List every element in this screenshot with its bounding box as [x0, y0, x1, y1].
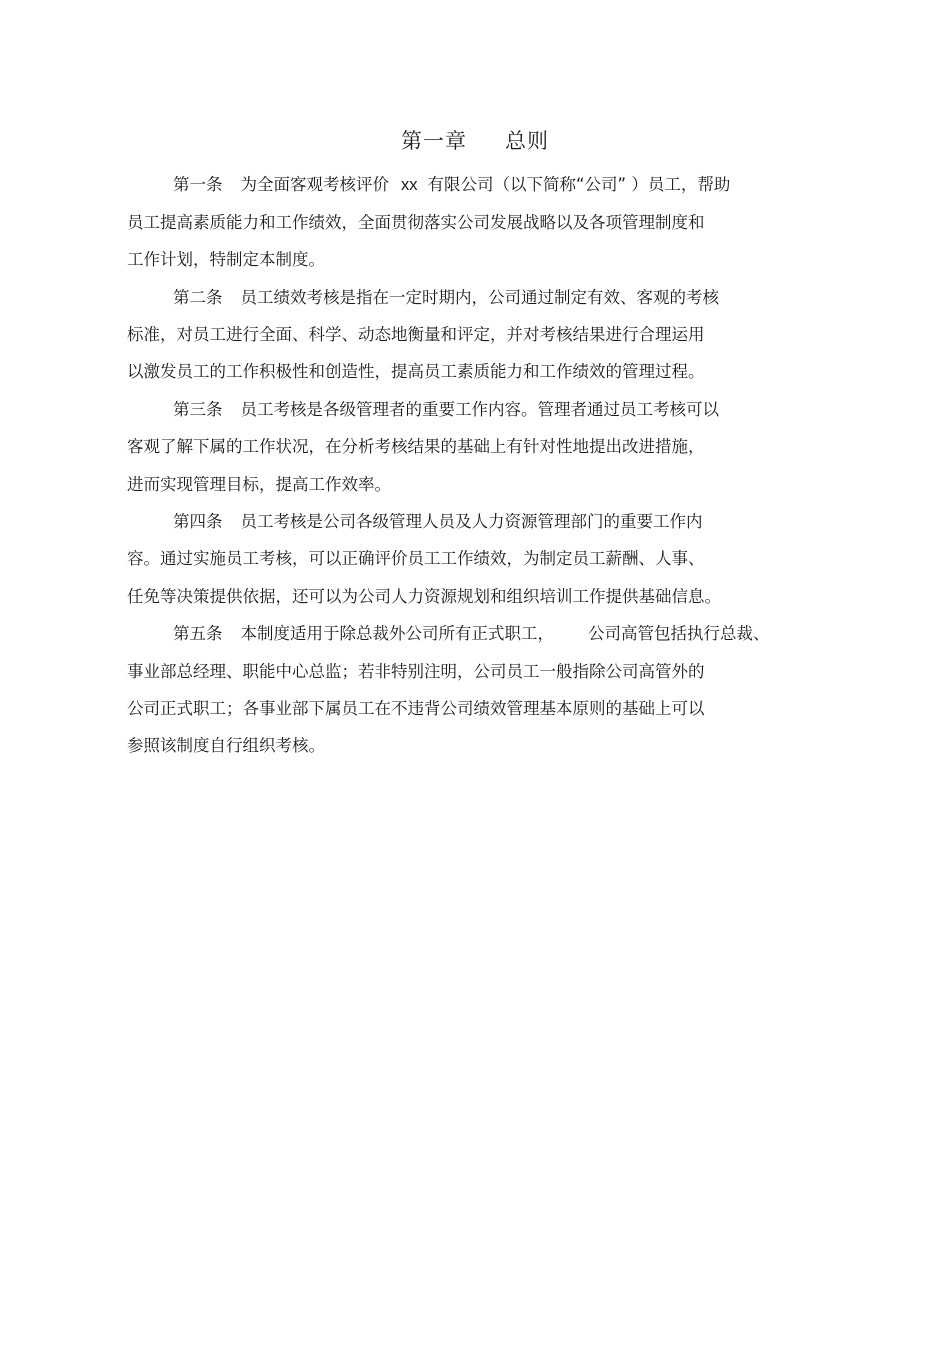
article-1-label: 第一条	[173, 175, 223, 194]
article-5-text-a: 本制度适用于除总裁外公司所有正式职工，	[240, 624, 554, 643]
article-1-line-1	[173, 173, 730, 197]
article-5-label: 第五条	[173, 624, 223, 643]
article-5-line-1	[173, 622, 770, 646]
article-1-text-b: 有限公司（以下简称“公司” ）员工，帮助	[427, 175, 731, 194]
article-5-line-4: 参照该制度自行组织考核。	[127, 736, 325, 755]
article-4-line-1	[173, 510, 703, 534]
chapter-number: 第一章	[401, 129, 467, 153]
article-4-label: 第四条	[173, 512, 223, 531]
article-1-line-3: 工作计划，特制定本制度。	[127, 250, 325, 269]
article-4-line-3: 任免等决策提供依据，还可以为公司人力资源规划和组织培训工作提供基础信息。	[127, 587, 721, 606]
article-4-line-2: 容。通过实施员工考核，可以正确评价员工工作绩效，为制定员工薪酬、人事、	[127, 549, 705, 568]
article-2-line-3: 以激发员工的工作积极性和创造性，提高员工素质能力和工作绩效的管理过程。	[127, 362, 705, 381]
article-3-text: 员工考核是各级管理者的重要工作内容。管理者通过员工考核可以	[240, 400, 719, 419]
article-2-line-1	[173, 286, 719, 310]
article-2-label: 第二条	[173, 288, 223, 307]
chapter-title: 总则	[505, 129, 549, 153]
article-4-text: 员工考核是公司各级管理人员及人力资源管理部门的重要工作内	[240, 512, 703, 531]
article-1-line-2: 员工提高素质能力和工作绩效，全面贯彻落实公司发展战略以及各项管理制度和	[127, 213, 705, 232]
chapter-heading	[0, 126, 950, 156]
article-5-line-3: 公司正式职工；各事业部下属员工在不违背公司绩效管理基本原则的基础上可以	[127, 699, 705, 718]
article-5-line-2: 事业部总经理、职能中心总监；若非特别注明，公司员工一般指除公司高管外的	[127, 662, 705, 681]
article-3-line-1	[173, 398, 719, 422]
article-3-line-3: 进而实现管理目标，提高工作效率。	[127, 475, 391, 494]
article-5-text-b: 公司高管包括执行总裁、	[588, 624, 770, 643]
company-placeholder: xx	[401, 176, 418, 194]
article-3-label: 第三条	[173, 400, 223, 419]
article-3-line-2: 客观了解下属的工作状况，在分析考核结果的基础上有针对性地提出改进措施，	[127, 437, 705, 456]
article-2-text: 员工绩效考核是指在一定时期内，公司通过制定有效、客观的考核	[240, 288, 719, 307]
article-2-line-2: 标准，对员工进行全面、科学、动态地衡量和评定，并对考核结果进行合理运用	[127, 325, 705, 344]
article-1-text-a: 为全面客观考核评价	[240, 175, 389, 194]
